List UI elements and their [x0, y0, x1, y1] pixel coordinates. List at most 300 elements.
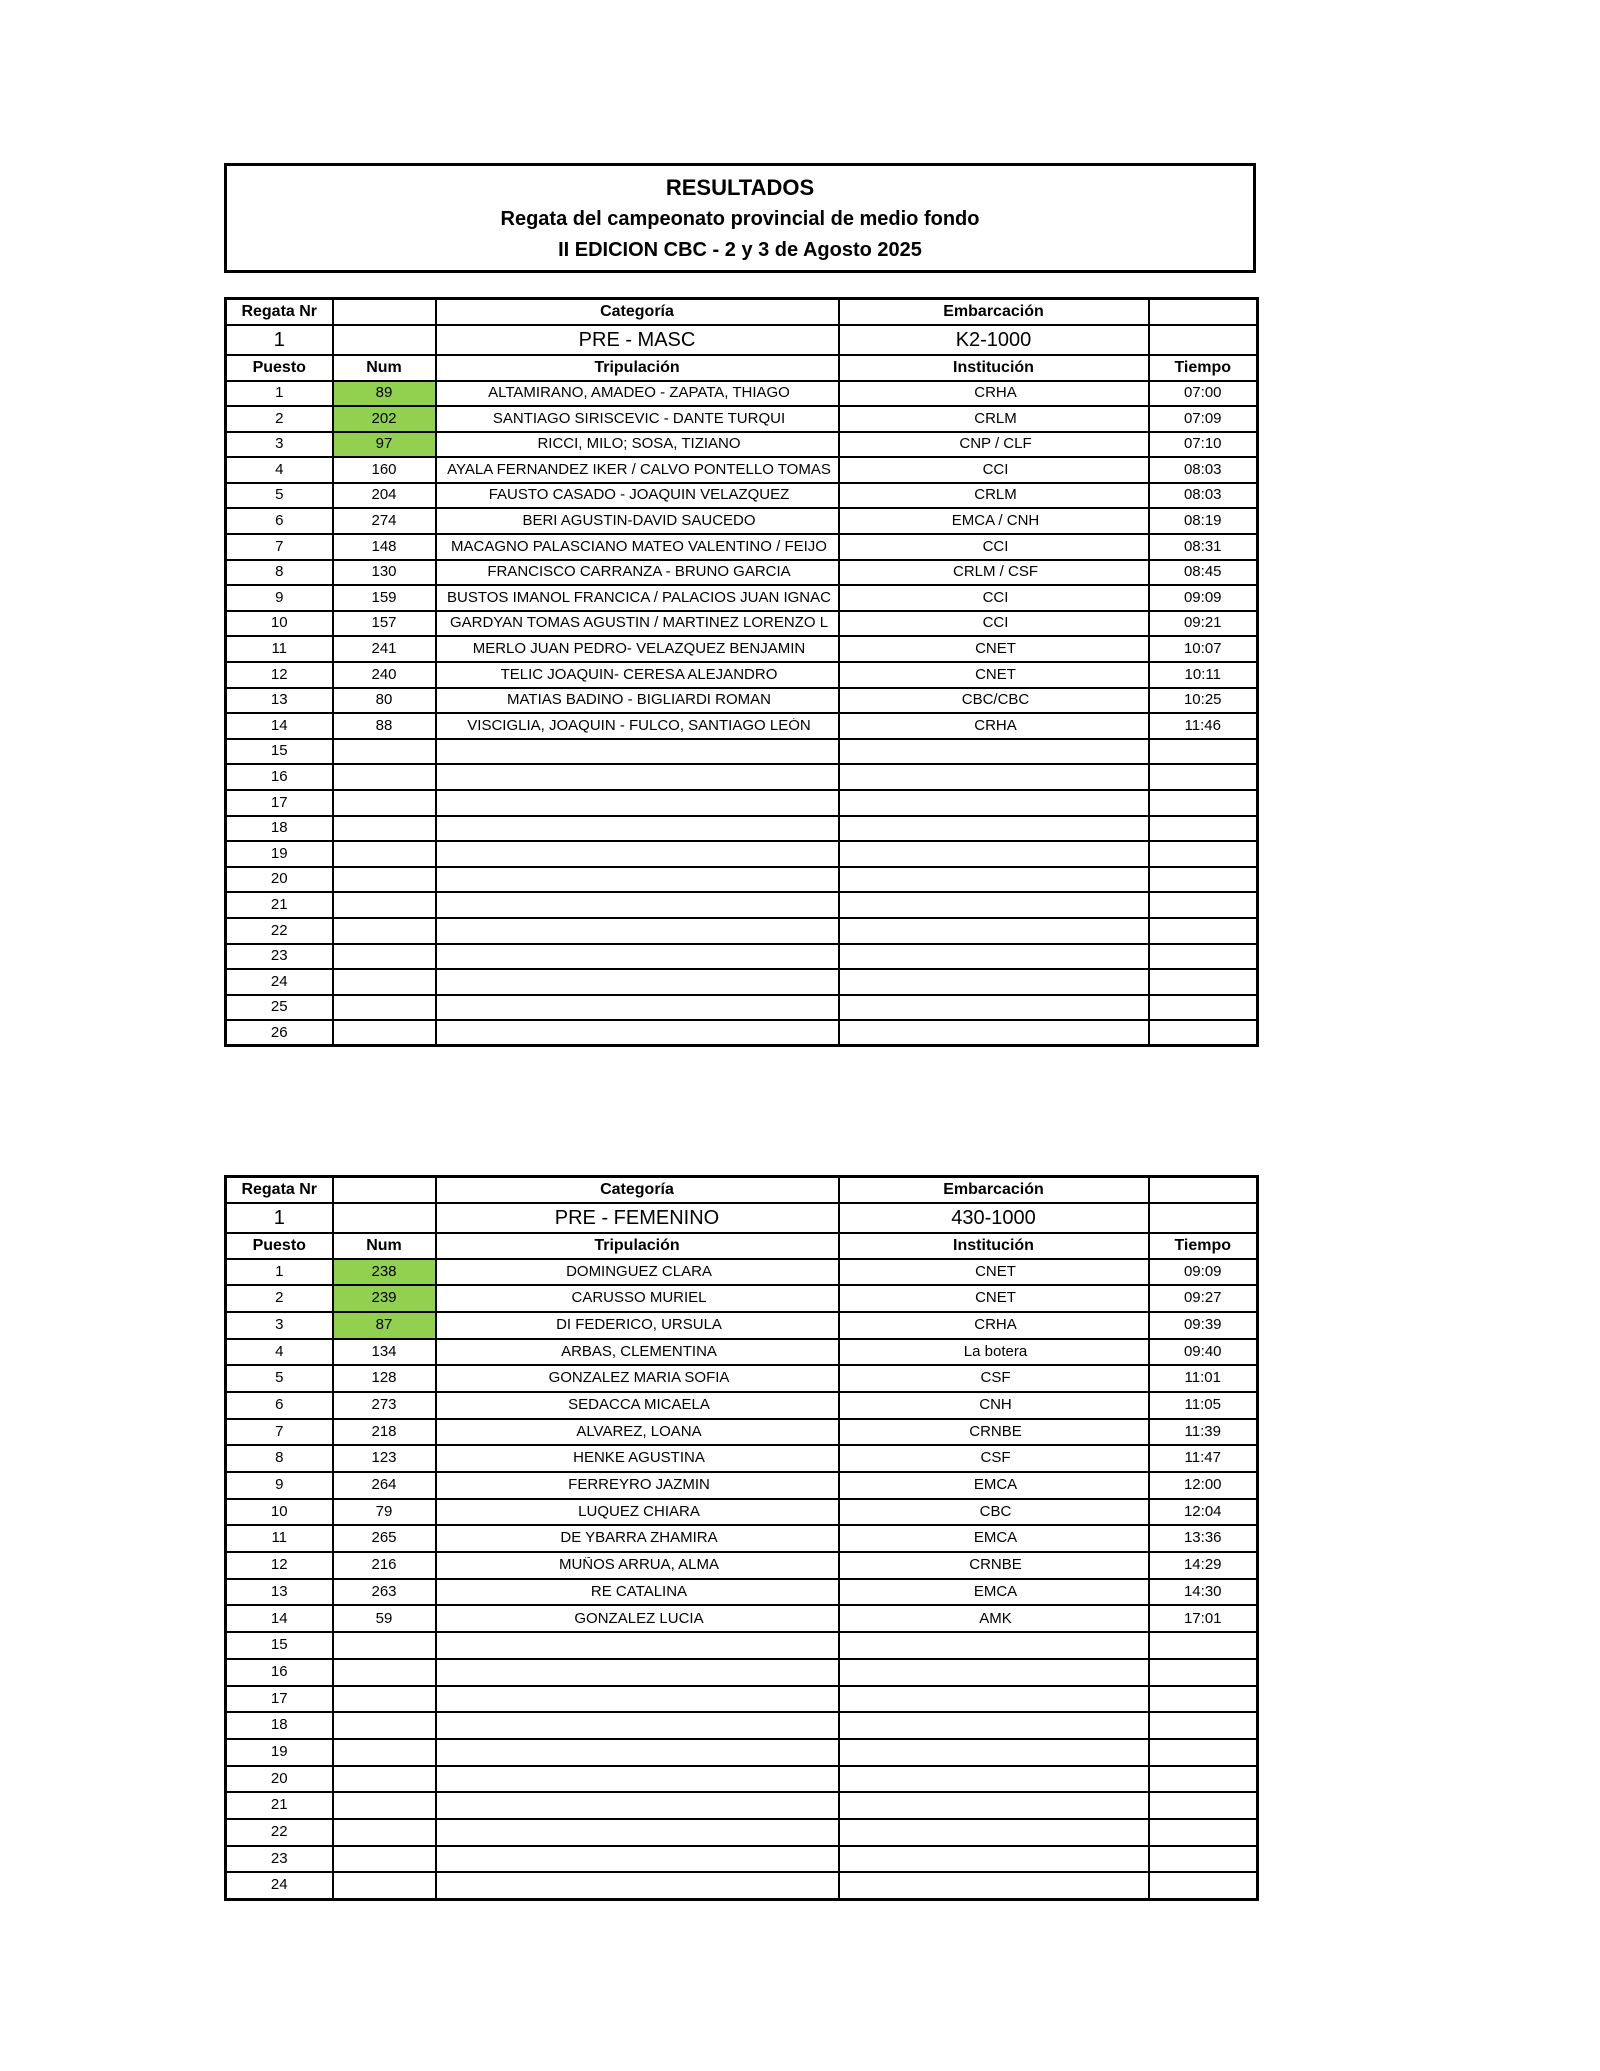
tiempo-cell: 17:01 [1149, 1605, 1258, 1632]
institucion-cell: EMCA [839, 1472, 1149, 1499]
num-cell [333, 867, 436, 893]
num-cell [333, 1632, 436, 1659]
tiempo-cell [1149, 867, 1258, 893]
table-row [226, 1872, 1258, 1899]
institucion-cell: CBC/CBC [839, 688, 1149, 714]
num-cell: 88 [333, 713, 436, 739]
tripulacion-cell [436, 1846, 839, 1873]
table-row [226, 1472, 1258, 1499]
num-cell [333, 1020, 436, 1046]
institucion-cell: CRLM / CSF [839, 560, 1149, 586]
institucion-cell: CRLM [839, 406, 1149, 432]
tiempo-cell: 11:05 [1149, 1392, 1258, 1419]
num-cell: 80 [333, 688, 436, 714]
tiempo-cell: 08:19 [1149, 508, 1258, 534]
num-cell [333, 892, 436, 918]
tiempo-cell [1149, 739, 1258, 765]
table-row [226, 1686, 1258, 1713]
tripulacion-cell [436, 892, 839, 918]
col-header-tripulacion: Tripulación [436, 355, 839, 381]
tripulacion-cell [436, 739, 839, 765]
meta-value-row [226, 325, 1258, 355]
meta-label-row [226, 299, 1258, 325]
puesto-cell: 25 [226, 995, 333, 1021]
institucion-cell: CRNBE [839, 1552, 1149, 1579]
num-cell: 159 [333, 585, 436, 611]
embarcacion-value: 430-1000 [839, 1203, 1149, 1233]
num-cell [333, 1686, 436, 1713]
table-row [226, 1739, 1258, 1766]
regata-nr-value: 1 [226, 325, 333, 355]
tiempo-cell: 08:03 [1149, 457, 1258, 483]
tripulacion-cell: BERI AGUSTIN-DAVID SAUCEDO [436, 508, 839, 534]
num-cell: 157 [333, 611, 436, 637]
tiempo-cell: 08:45 [1149, 560, 1258, 586]
table-row [226, 1020, 1258, 1046]
tiempo-cell: 12:04 [1149, 1499, 1258, 1526]
table-row [226, 918, 1258, 944]
tripulacion-cell: DE YBARRA ZHAMIRA [436, 1525, 839, 1552]
table-row [226, 611, 1258, 637]
tiempo-cell [1149, 1766, 1258, 1793]
table-row [226, 688, 1258, 714]
table-row [226, 1525, 1258, 1552]
institucion-cell: CRHA [839, 713, 1149, 739]
institucion-cell: AMK [839, 1605, 1149, 1632]
results-table-pre-masc [224, 297, 1259, 1047]
num-cell: 202 [333, 406, 436, 432]
tiempo-cell [1149, 816, 1258, 842]
tripulacion-cell: MACAGNO PALASCIANO MATEO VALENTINO / FEIJO [436, 534, 839, 560]
institucion-cell: CRLM [839, 483, 1149, 509]
puesto-cell: 5 [226, 483, 333, 509]
num-cell [333, 1766, 436, 1793]
puesto-cell: 3 [226, 432, 333, 458]
regata-nr-label: Regata Nr [226, 1177, 333, 1203]
tripulacion-cell: GONZALEZ MARIA SOFIA [436, 1365, 839, 1392]
col-header-puesto: Puesto [226, 1233, 333, 1259]
tripulacion-cell: GARDYAN TOMAS AGUSTIN / MARTINEZ LORENZO L [436, 611, 839, 637]
table-row [226, 841, 1258, 867]
tiempo-cell: 09:40 [1149, 1339, 1258, 1366]
puesto-cell: 15 [226, 739, 333, 765]
institucion-cell [839, 1846, 1149, 1873]
col-header-tiempo: Tiempo [1149, 1233, 1258, 1259]
institucion-cell: CCI [839, 457, 1149, 483]
institucion-cell: CCI [839, 585, 1149, 611]
puesto-cell: 13 [226, 688, 333, 714]
embarcacion-label: Embarcación [839, 299, 1149, 325]
tripulacion-cell: VISCIGLIA, JOAQUIN - FULCO, SANTIAGO LEÓN [436, 713, 839, 739]
institucion-cell: CNET [839, 636, 1149, 662]
table-row [226, 1285, 1258, 1312]
puesto-cell: 15 [226, 1632, 333, 1659]
num-cell [333, 944, 436, 970]
tiempo-cell [1149, 1792, 1258, 1819]
tripulacion-cell: SEDACCA MICAELA [436, 1392, 839, 1419]
tiempo-cell [1149, 995, 1258, 1021]
table-row [226, 585, 1258, 611]
tiempo-cell: 09:09 [1149, 585, 1258, 611]
table-row [226, 560, 1258, 586]
puesto-cell: 1 [226, 381, 333, 407]
puesto-cell: 23 [226, 944, 333, 970]
categoria-value: PRE - MASC [436, 325, 839, 355]
institucion-cell [839, 918, 1149, 944]
puesto-cell: 12 [226, 662, 333, 688]
tripulacion-cell [436, 944, 839, 970]
empty-cell [1149, 1177, 1258, 1203]
document-subtitle: Regata del campeonato provincial de medio fondo [500, 208, 980, 230]
institucion-cell [839, 1020, 1149, 1046]
table-row [226, 534, 1258, 560]
col-header-puesto: Puesto [226, 355, 333, 381]
table-row [226, 1392, 1258, 1419]
num-cell: 79 [333, 1499, 436, 1526]
institucion-cell: CBC [839, 1499, 1149, 1526]
num-cell: 273 [333, 1392, 436, 1419]
tripulacion-cell: ALVAREZ, LOANA [436, 1419, 839, 1446]
col-header-institucion: Institución [839, 355, 1149, 381]
table-row [226, 764, 1258, 790]
puesto-cell: 8 [226, 560, 333, 586]
num-cell [333, 841, 436, 867]
table-row [226, 662, 1258, 688]
table-row [226, 381, 1258, 407]
puesto-cell: 2 [226, 406, 333, 432]
institucion-cell [839, 944, 1149, 970]
tripulacion-cell [436, 867, 839, 893]
tripulacion-cell [436, 816, 839, 842]
empty-cell [333, 1177, 436, 1203]
institucion-cell [839, 1819, 1149, 1846]
num-cell: 123 [333, 1445, 436, 1472]
institucion-cell: CSF [839, 1365, 1149, 1392]
tiempo-cell [1149, 1686, 1258, 1713]
puesto-cell: 22 [226, 918, 333, 944]
column-header-row [226, 1233, 1258, 1259]
categoria-value: PRE - FEMENINO [436, 1203, 839, 1233]
tripulacion-cell: FRANCISCO CARRANZA - BRUNO GARCIA [436, 560, 839, 586]
table-row [226, 969, 1258, 995]
num-cell [333, 1739, 436, 1766]
institucion-cell: CNET [839, 662, 1149, 688]
institucion-cell: EMCA [839, 1579, 1149, 1606]
puesto-cell: 12 [226, 1552, 333, 1579]
institucion-cell: CRHA [839, 381, 1149, 407]
institucion-cell [839, 739, 1149, 765]
tiempo-cell: 10:25 [1149, 688, 1258, 714]
tiempo-cell [1149, 892, 1258, 918]
num-cell: 218 [333, 1419, 436, 1446]
puesto-cell: 19 [226, 841, 333, 867]
institucion-cell: CRHA [839, 1312, 1149, 1339]
table-row [226, 636, 1258, 662]
tripulacion-cell: MUÑOS ARRUA, ALMA [436, 1552, 839, 1579]
num-cell: 263 [333, 1579, 436, 1606]
institucion-cell: CNP / CLF [839, 432, 1149, 458]
puesto-cell: 21 [226, 892, 333, 918]
institucion-cell [839, 1792, 1149, 1819]
tiempo-cell [1149, 969, 1258, 995]
num-cell [333, 918, 436, 944]
puesto-cell: 21 [226, 1792, 333, 1819]
tiempo-cell: 10:07 [1149, 636, 1258, 662]
institucion-cell [839, 790, 1149, 816]
puesto-cell: 1 [226, 1259, 333, 1286]
puesto-cell: 4 [226, 1339, 333, 1366]
puesto-cell: 6 [226, 1392, 333, 1419]
tripulacion-cell [436, 1792, 839, 1819]
puesto-cell: 11 [226, 1525, 333, 1552]
institucion-cell [839, 969, 1149, 995]
tiempo-cell [1149, 1739, 1258, 1766]
institucion-cell: CNH [839, 1392, 1149, 1419]
tripulacion-cell: BUSTOS IMANOL FRANCICA / PALACIOS JUAN IGNAC [436, 585, 839, 611]
puesto-cell: 7 [226, 1419, 333, 1446]
tiempo-cell [1149, 1872, 1258, 1899]
tiempo-cell: 11:39 [1149, 1419, 1258, 1446]
tripulacion-cell: DI FEDERICO, URSULA [436, 1312, 839, 1339]
institucion-cell: EMCA [839, 1525, 1149, 1552]
num-cell [333, 1659, 436, 1686]
institucion-cell: La botera [839, 1339, 1149, 1366]
tripulacion-cell [436, 1659, 839, 1686]
categoria-label: Categoría [436, 1177, 839, 1203]
empty-cell [1149, 299, 1258, 325]
tripulacion-cell [436, 918, 839, 944]
tripulacion-cell [436, 841, 839, 867]
institucion-cell [839, 1872, 1149, 1899]
tripulacion-cell: ARBAS, CLEMENTINA [436, 1339, 839, 1366]
puesto-cell: 22 [226, 1819, 333, 1846]
institucion-cell [839, 995, 1149, 1021]
results-table-pre-femenino [224, 1175, 1259, 1901]
institucion-cell [839, 1739, 1149, 1766]
num-cell: 216 [333, 1552, 436, 1579]
table-row [226, 1792, 1258, 1819]
column-header-row [226, 355, 1258, 381]
num-cell: 148 [333, 534, 436, 560]
puesto-cell: 24 [226, 1872, 333, 1899]
tripulacion-cell: CARUSSO MURIEL [436, 1285, 839, 1312]
tripulacion-cell: HENKE AGUSTINA [436, 1445, 839, 1472]
tripulacion-cell [436, 1739, 839, 1766]
institucion-cell: CCI [839, 611, 1149, 637]
tiempo-cell: 09:09 [1149, 1259, 1258, 1286]
tiempo-cell [1149, 1846, 1258, 1873]
table-row [226, 892, 1258, 918]
table-row [226, 1339, 1258, 1366]
tripulacion-cell: LUQUEZ CHIARA [436, 1499, 839, 1526]
table-row [226, 1312, 1258, 1339]
tripulacion-cell: AYALA FERNANDEZ IKER / CALVO PONTELLO TOMAS [436, 457, 839, 483]
tiempo-cell: 09:27 [1149, 1285, 1258, 1312]
puesto-cell: 9 [226, 585, 333, 611]
num-cell [333, 995, 436, 1021]
document-edition-date: II EDICION CBC - 2 y 3 de Agosto 2025 [558, 238, 922, 261]
table-row [226, 713, 1258, 739]
tiempo-cell: 08:31 [1149, 534, 1258, 560]
puesto-cell: 20 [226, 867, 333, 893]
num-cell [333, 1792, 436, 1819]
tiempo-cell [1149, 944, 1258, 970]
regata-nr-value: 1 [226, 1203, 333, 1233]
tiempo-cell: 10:11 [1149, 662, 1258, 688]
table-row [226, 1846, 1258, 1873]
tripulacion-cell [436, 790, 839, 816]
puesto-cell: 6 [226, 508, 333, 534]
col-header-tripulacion: Tripulación [436, 1233, 839, 1259]
tiempo-cell: 11:47 [1149, 1445, 1258, 1472]
num-cell [333, 1712, 436, 1739]
num-cell [333, 1819, 436, 1846]
tiempo-cell [1149, 1712, 1258, 1739]
tripulacion-cell: RE CATALINA [436, 1579, 839, 1606]
tiempo-cell [1149, 841, 1258, 867]
institucion-cell [839, 867, 1149, 893]
puesto-cell: 16 [226, 764, 333, 790]
tiempo-cell [1149, 1632, 1258, 1659]
institucion-cell: CNET [839, 1285, 1149, 1312]
tripulacion-cell: FERREYRO JAZMIN [436, 1472, 839, 1499]
table-row [226, 508, 1258, 534]
tiempo-cell: 08:03 [1149, 483, 1258, 509]
puesto-cell: 5 [226, 1365, 333, 1392]
col-header-tiempo: Tiempo [1149, 355, 1258, 381]
num-cell: 128 [333, 1365, 436, 1392]
puesto-cell: 13 [226, 1579, 333, 1606]
tripulacion-cell [436, 1712, 839, 1739]
tripulacion-cell: MATIAS BADINO - BIGLIARDI ROMAN [436, 688, 839, 714]
tiempo-cell [1149, 790, 1258, 816]
num-cell: 265 [333, 1525, 436, 1552]
num-cell [333, 1872, 436, 1899]
num-cell [333, 764, 436, 790]
tripulacion-cell: ALTAMIRANO, AMADEO - ZAPATA, THIAGO [436, 381, 839, 407]
table-row [226, 483, 1258, 509]
puesto-cell: 7 [226, 534, 333, 560]
puesto-cell: 20 [226, 1766, 333, 1793]
institucion-cell [839, 1766, 1149, 1793]
table-row [226, 1766, 1258, 1793]
institucion-cell: CSF [839, 1445, 1149, 1472]
tiempo-cell: 14:30 [1149, 1579, 1258, 1606]
tiempo-cell: 11:46 [1149, 713, 1258, 739]
col-header-num: Num [333, 355, 436, 381]
document-title: RESULTADOS [665, 174, 815, 200]
tripulacion-cell: FAUSTO CASADO - JOAQUIN VELAZQUEZ [436, 483, 839, 509]
puesto-cell: 18 [226, 1712, 333, 1739]
empty-cell [333, 299, 436, 325]
tripulacion-cell [436, 764, 839, 790]
institucion-cell [839, 841, 1149, 867]
tripulacion-cell [436, 969, 839, 995]
tiempo-cell [1149, 1819, 1258, 1846]
puesto-cell: 14 [226, 713, 333, 739]
empty-cell [333, 325, 436, 355]
puesto-cell: 17 [226, 1686, 333, 1713]
tiempo-cell: 09:39 [1149, 1312, 1258, 1339]
num-cell: 87 [333, 1312, 436, 1339]
regata-nr-label: Regata Nr [226, 299, 333, 325]
empty-cell [1149, 325, 1258, 355]
table-row [226, 1365, 1258, 1392]
tiempo-cell: 12:00 [1149, 1472, 1258, 1499]
institucion-cell [839, 1632, 1149, 1659]
tiempo-cell [1149, 1020, 1258, 1046]
table-row [226, 1445, 1258, 1472]
puesto-cell: 24 [226, 969, 333, 995]
puesto-cell: 9 [226, 1472, 333, 1499]
puesto-cell: 26 [226, 1020, 333, 1046]
tiempo-cell: 14:29 [1149, 1552, 1258, 1579]
num-cell: 160 [333, 457, 436, 483]
num-cell: 241 [333, 636, 436, 662]
num-cell: 240 [333, 662, 436, 688]
table-row [226, 995, 1258, 1021]
table-row [226, 1819, 1258, 1846]
table-row [226, 1712, 1258, 1739]
tiempo-cell: 09:21 [1149, 611, 1258, 637]
col-header-institucion: Institución [839, 1233, 1149, 1259]
puesto-cell: 17 [226, 790, 333, 816]
tripulacion-cell [436, 1632, 839, 1659]
tripulacion-cell [436, 1686, 839, 1713]
puesto-cell: 18 [226, 816, 333, 842]
institucion-cell [839, 1686, 1149, 1713]
tripulacion-cell [436, 1819, 839, 1846]
categoria-label: Categoría [436, 299, 839, 325]
tripulacion-cell: SANTIAGO SIRISCEVIC - DANTE TURQUI [436, 406, 839, 432]
embarcacion-value: K2-1000 [839, 325, 1149, 355]
table-row [226, 867, 1258, 893]
table-row [226, 457, 1258, 483]
num-cell: 134 [333, 1339, 436, 1366]
table-row [226, 1552, 1258, 1579]
num-cell: 238 [333, 1259, 436, 1286]
institucion-cell [839, 816, 1149, 842]
tiempo-cell [1149, 1659, 1258, 1686]
tripulacion-cell [436, 1872, 839, 1899]
num-cell: 97 [333, 432, 436, 458]
num-cell [333, 816, 436, 842]
table-row [226, 1259, 1258, 1286]
table-row [226, 816, 1258, 842]
tiempo-cell: 07:00 [1149, 381, 1258, 407]
num-cell: 59 [333, 1605, 436, 1632]
num-cell [333, 790, 436, 816]
num-cell: 204 [333, 483, 436, 509]
tiempo-cell: 07:09 [1149, 406, 1258, 432]
num-cell: 130 [333, 560, 436, 586]
puesto-cell: 8 [226, 1445, 333, 1472]
tripulacion-cell: TELIC JOAQUIN- CERESA ALEJANDRO [436, 662, 839, 688]
table-row [226, 432, 1258, 458]
tripulacion-cell: GONZALEZ LUCIA [436, 1605, 839, 1632]
table-row [226, 1579, 1258, 1606]
num-cell [333, 1846, 436, 1873]
tiempo-cell: 07:10 [1149, 432, 1258, 458]
puesto-cell: 16 [226, 1659, 333, 1686]
empty-cell [1149, 1203, 1258, 1233]
tripulacion-cell [436, 1020, 839, 1046]
tripulacion-cell: DOMINGUEZ CLARA [436, 1259, 839, 1286]
tripulacion-cell: RICCI, MILO; SOSA, TIZIANO [436, 432, 839, 458]
tripulacion-cell [436, 1766, 839, 1793]
puesto-cell: 10 [226, 611, 333, 637]
tiempo-cell: 13:36 [1149, 1525, 1258, 1552]
